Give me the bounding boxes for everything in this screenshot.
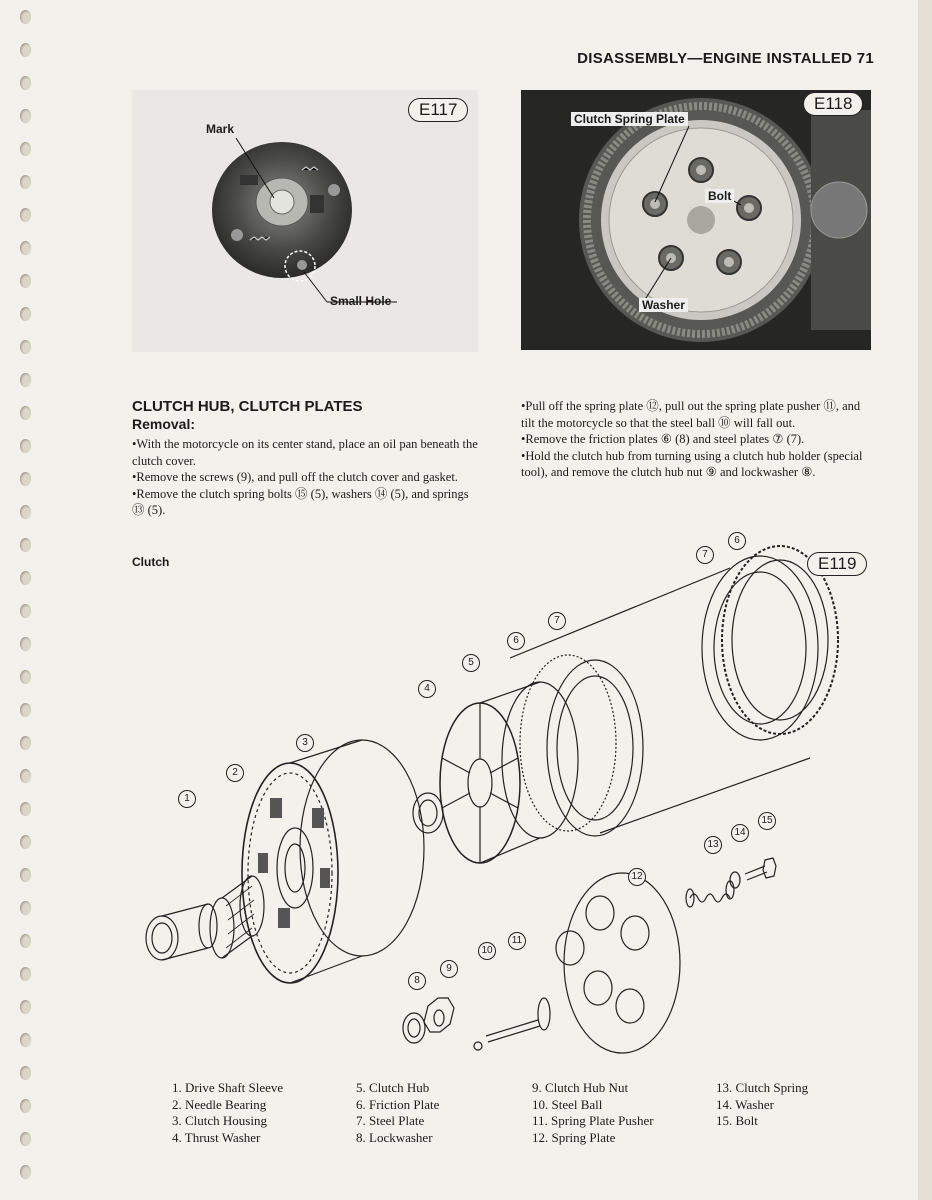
label-washer: Washer bbox=[639, 298, 688, 312]
callout-7: 7 bbox=[696, 546, 714, 564]
bolt-part bbox=[745, 858, 776, 880]
lockwasher-part bbox=[403, 1013, 425, 1043]
step-right-2: •Remove the friction plates ⑥ (8) and steel plates ⑦ (7). bbox=[521, 432, 805, 446]
binder-hole bbox=[20, 967, 31, 981]
binder-hole bbox=[20, 901, 31, 915]
binder-hole bbox=[20, 109, 31, 123]
steel-ball-part bbox=[474, 1042, 482, 1050]
clutch-housing-part bbox=[242, 740, 424, 983]
clutch-hub-nut-part bbox=[424, 998, 454, 1032]
callout-4: 4 bbox=[418, 680, 436, 698]
diagram-caption: Clutch bbox=[132, 555, 170, 569]
legend-item: 12. Spring Plate bbox=[532, 1129, 616, 1145]
exploded-view-drawing bbox=[130, 528, 870, 1068]
binder-hole bbox=[20, 1165, 31, 1179]
oil-pump-photo bbox=[132, 90, 478, 352]
legend-item: 8. Lockwasher bbox=[356, 1129, 433, 1145]
binder-hole bbox=[20, 241, 31, 255]
spring-plate-part bbox=[556, 873, 680, 1053]
callout-2: 2 bbox=[226, 764, 244, 782]
page-edge bbox=[918, 0, 932, 1200]
step-right-1: •Pull off the spring plate ⑫, pull out the spring plate pusher ⑪, and tilt the motorcycle so that the steel ball ⑩ will fall out. bbox=[521, 399, 861, 430]
binder-hole bbox=[20, 934, 31, 948]
binder-hole bbox=[20, 373, 31, 387]
figure-e118 bbox=[521, 90, 871, 350]
left-instructions bbox=[132, 436, 484, 519]
section-subtitle: Removal: bbox=[132, 416, 196, 432]
binder-hole bbox=[20, 43, 31, 57]
binder-hole bbox=[20, 769, 31, 783]
callout-11: 11 bbox=[508, 932, 526, 950]
callout-3: 3 bbox=[296, 734, 314, 752]
label-bolt: Bolt bbox=[705, 189, 734, 203]
clutch-cover-photo bbox=[521, 90, 871, 350]
figure-tag-e117: E117 bbox=[408, 98, 468, 122]
callout-10: 10 bbox=[478, 942, 496, 960]
callout-9: 9 bbox=[440, 960, 458, 978]
legend-column-2 bbox=[356, 1080, 439, 1146]
callout-5: 5 bbox=[462, 654, 480, 672]
label-small-hole: Small Hole bbox=[330, 294, 392, 308]
clutch-spring-part bbox=[686, 881, 734, 907]
callout-15: 15 bbox=[758, 812, 776, 830]
binder-hole bbox=[20, 142, 31, 156]
needle-bearing-part bbox=[210, 876, 264, 958]
binder-hole bbox=[20, 1000, 31, 1014]
binder-hole bbox=[20, 802, 31, 816]
callout-6: 6 bbox=[728, 532, 746, 550]
legend-column-3 bbox=[532, 1080, 654, 1146]
binder-hole bbox=[20, 10, 31, 24]
step-left-1: •With the motorcycle on its center stand, place an oil pan beneath the clutch cover. bbox=[132, 437, 478, 468]
legend-column-1 bbox=[172, 1080, 283, 1146]
step-right-3: •Hold the clutch hub from turning using a clutch hub holder (special tool), and remove the clutch hub nut ⑨ and lockwasher ⑧. bbox=[521, 448, 863, 479]
legend-item: 6. Friction Plate bbox=[356, 1096, 440, 1112]
right-instructions bbox=[521, 398, 875, 481]
legend-column-4 bbox=[716, 1080, 808, 1130]
legend-item: 9. Clutch Hub Nut bbox=[532, 1080, 629, 1095]
binder-holes bbox=[20, 0, 36, 1200]
figure-tag-e119: E119 bbox=[807, 552, 867, 576]
binder-hole bbox=[20, 208, 31, 222]
legend-item: 2. Needle Bearing bbox=[172, 1096, 267, 1112]
binder-hole bbox=[20, 703, 31, 717]
thrust-washer-part bbox=[413, 793, 443, 833]
washer-part bbox=[730, 872, 740, 888]
binder-hole bbox=[20, 505, 31, 519]
section-title: CLUTCH HUB, CLUTCH PLATES bbox=[132, 398, 363, 415]
binder-hole bbox=[20, 406, 31, 420]
legend-item: 3. Clutch Housing bbox=[172, 1113, 267, 1128]
binder-hole bbox=[20, 868, 31, 882]
binder-hole bbox=[20, 175, 31, 189]
callout-6: 6 bbox=[507, 632, 525, 650]
legend-item: 7. Steel Plate bbox=[356, 1113, 425, 1128]
binder-hole bbox=[20, 670, 31, 684]
spring-plate-pusher-part bbox=[486, 998, 550, 1042]
label-clutch-spring-plate: Clutch Spring Plate bbox=[571, 112, 688, 126]
step-left-2: •Remove the screws (9), and pull off the clutch cover and gasket. bbox=[132, 470, 458, 484]
binder-hole bbox=[20, 1033, 31, 1047]
binder-hole bbox=[20, 571, 31, 585]
callout-12: 12 bbox=[628, 868, 646, 886]
legend-item: 14. Washer bbox=[716, 1096, 774, 1112]
callout-13: 13 bbox=[704, 836, 722, 854]
running-header: DISASSEMBLY—ENGINE INSTALLED 71 bbox=[577, 50, 874, 67]
drive-shaft-sleeve-part bbox=[146, 904, 217, 960]
binder-hole bbox=[20, 835, 31, 849]
binder-hole bbox=[20, 637, 31, 651]
clutch-exploded-diagram bbox=[130, 528, 870, 1068]
binder-hole bbox=[20, 472, 31, 486]
legend-item: 1. Drive Shaft Sleeve bbox=[172, 1080, 284, 1095]
legend-item: 10. Steel Ball bbox=[532, 1096, 603, 1112]
binder-hole bbox=[20, 538, 31, 552]
figure-e117 bbox=[132, 90, 478, 352]
clutch-hub-part bbox=[440, 682, 578, 863]
legend-item: 15. Bolt bbox=[716, 1113, 758, 1128]
legend-item: 13. Clutch Spring bbox=[716, 1080, 809, 1095]
callout-14: 14 bbox=[731, 824, 749, 842]
binder-hole bbox=[20, 340, 31, 354]
binder-hole bbox=[20, 307, 31, 321]
binder-hole bbox=[20, 1132, 31, 1146]
binder-hole bbox=[20, 1099, 31, 1113]
legend-item: 4. Thrust Washer bbox=[172, 1129, 261, 1145]
binder-hole bbox=[20, 274, 31, 288]
step-left-3: •Remove the clutch spring bolts ⑮ (5), washers ⑭ (5), and springs ⑬ (5). bbox=[132, 486, 469, 517]
callout-1: 1 bbox=[178, 790, 196, 808]
label-mark: Mark bbox=[206, 122, 235, 136]
legend-item: 11. Spring Plate Pusher bbox=[532, 1113, 654, 1128]
binder-hole bbox=[20, 736, 31, 750]
legend-item: 5. Clutch Hub bbox=[356, 1080, 430, 1095]
binder-hole bbox=[20, 76, 31, 90]
callout-8: 8 bbox=[408, 972, 426, 990]
binder-hole bbox=[20, 604, 31, 618]
binder-hole bbox=[20, 439, 31, 453]
figure-tag-e118: E118 bbox=[803, 92, 863, 116]
callout-7: 7 bbox=[548, 612, 566, 630]
binder-hole bbox=[20, 1066, 31, 1080]
